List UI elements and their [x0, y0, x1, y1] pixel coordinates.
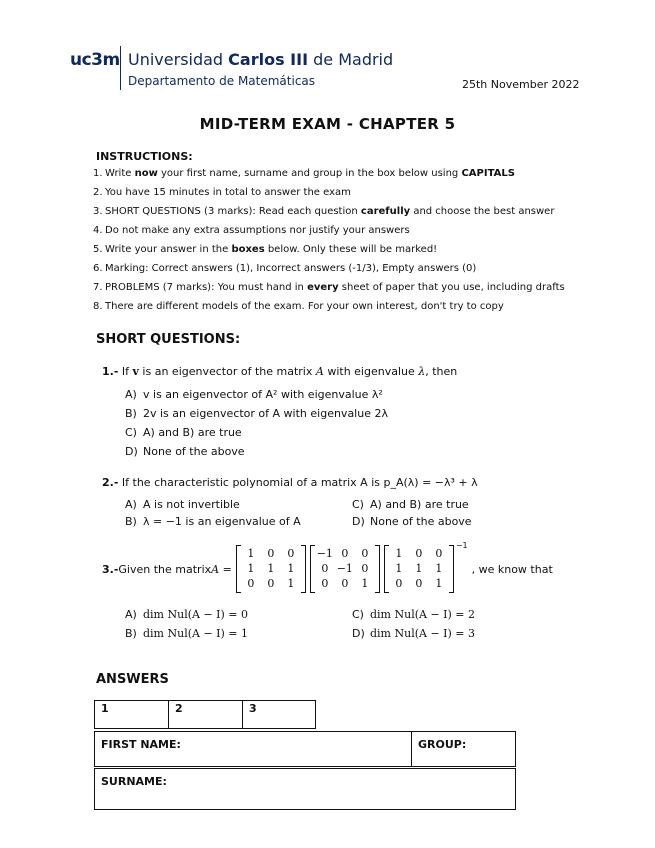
matrix-entry: 0 [267, 577, 275, 590]
instruction-item: 6. Marking: Correct answers (1), Incorrect answers (-1/3), Empty answers (0) [93, 263, 477, 274]
matrix-entry: −1 [316, 547, 333, 560]
matrix-entry: 1 [435, 562, 443, 575]
q3-option-d: D) dim Nul(A − I) = 3 [352, 627, 476, 640]
instruction-item: 2. You have 15 minutes in total to answer the exam [93, 187, 351, 198]
answer-box-3[interactable]: 3 [242, 700, 316, 729]
department-name: Departamento de Matemáticas [128, 74, 316, 88]
matrix-entry: 1 [247, 562, 255, 575]
exam-date: 25th November 2022 [462, 78, 580, 91]
q1-option-b: B) 2v is an eigenvector of A with eigenvalue 2λ [125, 407, 388, 420]
question-3-stem: 3.- Given the matrix A = 1 0 0 1 1 1 0 0 1 −1 0 0 0 −1 0 0 0 1 1 0 0 1 1 1 0 0 1 −1 , we know that [102, 543, 553, 595]
group-field[interactable]: GROUP: [411, 731, 516, 767]
q1-option-d: D) None of the above [125, 445, 245, 458]
matrix-entry: 1 [435, 577, 443, 590]
matrix-entry: 0 [321, 577, 329, 590]
answer-box-2[interactable]: 2 [168, 700, 243, 729]
matrix-entry: 1 [395, 547, 403, 560]
matrix-2-grid [315, 545, 375, 593]
matrix-entry: 1 [287, 562, 295, 575]
matrix-entry: 1 [247, 547, 255, 560]
question-2-stem: 2.- If the characteristic polynomial of a matrix A is p_A(λ) = −λ³ + λ [102, 476, 478, 489]
short-questions-heading: SHORT QUESTIONS: [96, 332, 241, 347]
q3-option-a: A) dim Nul(A − I) = 0 [125, 608, 249, 621]
matrix-entry: 0 [287, 547, 295, 560]
logo-divider [120, 46, 121, 90]
answer-box-1[interactable]: 1 [94, 700, 169, 729]
q2-option-c: C) A) and B) are true [352, 498, 469, 511]
instruction-item: 3. SHORT QUESTIONS (3 marks): Read each question carefully and choose the best answer [93, 206, 555, 217]
matrix-entry: 1 [415, 562, 423, 575]
matrix-2 [310, 545, 380, 593]
instructions-heading: INSTRUCTIONS: [96, 150, 193, 163]
instruction-item: 7. PROBLEMS (7 marks): You must hand in every sheet of paper that you use, including drafts [93, 282, 565, 293]
q3-option-c: C) dim Nul(A − I) = 2 [352, 608, 476, 621]
uc3m-logo: uc3m [70, 50, 120, 70]
matrix-entry: 1 [361, 577, 369, 590]
matrix-entry: 0 [321, 562, 329, 575]
instruction-item: 4. Do not make any extra assumptions nor justify your answers [93, 225, 410, 236]
instruction-item: 8. There are different models of the exam. For your own interest, don't try to copy [93, 301, 504, 312]
exam-title: MID-TERM EXAM - CHAPTER 5 [199, 115, 456, 133]
matrix-3-grid [389, 545, 449, 593]
matrix-entry: 0 [395, 577, 403, 590]
university-name: Universidad Carlos III de Madrid [128, 50, 394, 69]
matrix-entry: 0 [361, 562, 369, 575]
matrix-1 [236, 545, 306, 593]
matrix-entry: 0 [341, 577, 349, 590]
matrix-entry: 0 [247, 577, 255, 590]
matrix-entry: 0 [415, 547, 423, 560]
instruction-item: 1. Write now your first name, surname and group in the box below using CAPITALS [93, 168, 515, 179]
answers-heading: ANSWERS [96, 672, 169, 687]
q1-option-a: A) v is an eigenvector of A² with eigenvalue λ² [125, 388, 383, 401]
inverse-exponent: −1 [455, 541, 468, 550]
instruction-item: 5. Write your answer in the boxes below. Only these will be marked! [93, 244, 438, 255]
matrix-entry: 1 [395, 562, 403, 575]
q2-option-d: D) None of the above [352, 515, 472, 528]
matrix-entry: 0 [435, 547, 443, 560]
q2-option-a: A) A is not invertible [125, 498, 240, 511]
matrix-3 [384, 545, 454, 593]
matrix-1-grid [241, 545, 301, 593]
matrix-entry: 0 [341, 547, 349, 560]
first-name-field[interactable]: FIRST NAME: [94, 731, 412, 767]
matrix-entry: 0 [267, 547, 275, 560]
matrix-entry: 1 [287, 577, 295, 590]
matrix-entry: −1 [336, 562, 353, 575]
matrix-entry: 1 [267, 562, 275, 575]
surname-field[interactable]: SURNAME: [94, 768, 516, 810]
q1-option-c: C) A) and B) are true [125, 426, 242, 439]
q2-option-b: B) λ = −1 is an eigenvalue of A [125, 515, 301, 528]
matrix-entry: 0 [361, 547, 369, 560]
matrix-entry: 0 [415, 577, 423, 590]
q3-option-b: B) dim Nul(A − I) = 1 [125, 627, 249, 640]
question-1-stem: 1.- If v is an eigenvector of the matrix A with eigenvalue λ, then [102, 365, 458, 378]
